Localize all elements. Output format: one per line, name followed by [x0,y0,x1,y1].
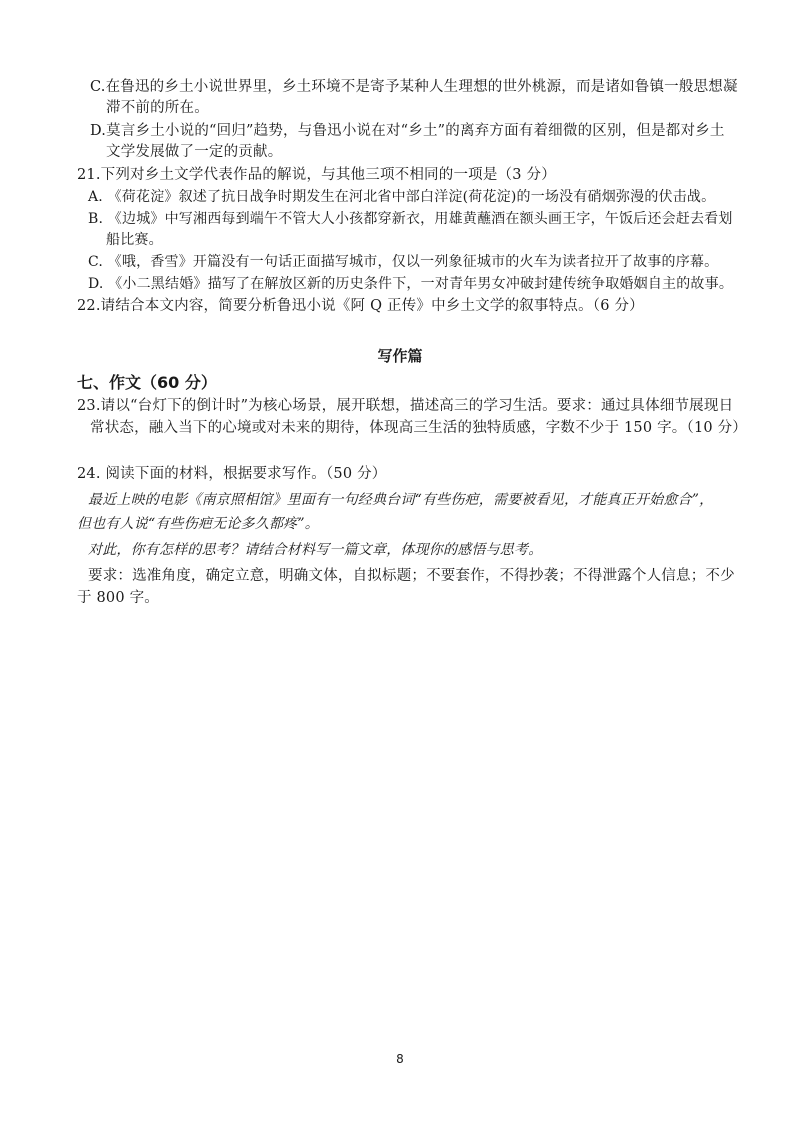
q20-option-d-line2: 文学发展做了一定的贡献。 [106,144,283,160]
q20-option-c-line2: 滞不前的所在。 [106,100,209,116]
q21-stem: 21.下列对乡土文学代表作品的解说，与其他三项不相同的一项是（3 分） [77,167,556,183]
q21-option-b-line1: B. 《边城》中写湘西每到端午不管大人小孩都穿新衣，用雄黄蘸酒在额头画王字，午饭后还会赶去看划 [88,211,733,227]
q21-option-d: D. 《小二黑结婚》描写了在解放区新的历史条件下，一对青年男女冲破封建传统争取婚姻自主的故事。 [88,276,734,292]
page-number: 8 [396,1052,404,1066]
q21-option-a: A. 《荷花淀》叙述了抗日战争时期发生在河北省中部白洋淀(荷花淀)的一场没有硝烟弥漫的伏击战。 [88,189,716,205]
q21-option-b-line2: 船比赛。 [106,232,163,248]
q24-material-line1: 最近上映的电影《南京照相馆》里面有一句经典台词“有些伤疤，需要被看见，才能真正开始愈合”， [88,492,714,508]
composition-heading: 七、作文（60 分） [77,373,217,392]
q24-stem: 24. 阅读下面的材料，根据要求写作。（50 分） [77,466,387,482]
q23-line2: 常状态，融入当下的心境或对未来的期待，体现高三生活的独特质感，字数不少于 150 字。（10 分） [90,420,748,436]
q22-stem: 22.请结合本文内容，简要分析鲁迅小说《阿 Q 正传》中乡土文学的叙事特点。（6 分） [77,298,644,314]
q24-requirements-line2: 于 800 字。 [77,590,159,606]
q24-requirements-line1: 要求：选准角度，确定立意，明确文体，自拟标题；不要套作，不得抄袭；不得泄露个人信息；不少 [88,568,735,584]
q20-option-c-line1: C.在鲁迅的乡土小说世界里，乡土环境不是寄予某种人生理想的世外桃源，而是诸如鲁镇一般思想凝 [90,79,738,95]
q24-prompt: 对此，你有怎样的思考？请结合材料写一篇文章，体现你的感悟与思考。 [88,542,543,558]
writing-section-title: 写作篇 [377,347,423,365]
q23-line1: 23.请以“台灯下的倒计时”为核心场景，展开联想，描述高三的学习生活。要求：通过具体细节展现日 [77,398,734,414]
q24-material-line2: 但也有人说“有些伤疤无论多久都疼”。 [77,516,319,532]
q21-option-c: C. 《哦，香雪》开篇没有一句话正面描写城市，仅以一列象征城市的火车为读者拉开了故事的序幕。 [88,254,719,270]
q20-option-d-line1: D.莫言乡土小说的“回归”趋势，与鲁迅小说在对“乡土”的离弃方面有着细微的区别，但是都对乡土 [90,123,725,139]
